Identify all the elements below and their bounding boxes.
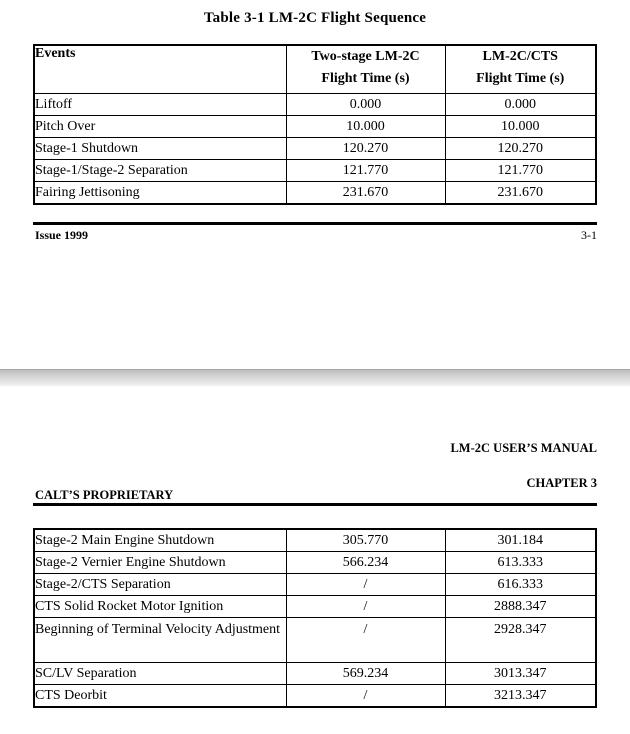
- table-row: [34, 529, 596, 552]
- two-stage-time-cell: 566.234: [286, 552, 445, 574]
- two-stage-column-header: [286, 45, 445, 94]
- page1-footer: [33, 228, 597, 243]
- two-stage-time-cell: 569.234: [286, 663, 445, 685]
- cts-time-cell: 3013.347: [445, 663, 596, 685]
- cts-time-cell: 613.333: [445, 552, 596, 574]
- event-cell: Stage-2/CTS Separation: [34, 574, 286, 596]
- event-cell: Stage-2 Main Engine Shutdown: [34, 529, 286, 552]
- table-row: [34, 116, 596, 138]
- event-cell: CTS Solid Rocket Motor Ignition: [34, 596, 286, 618]
- footer-rule: [33, 222, 597, 225]
- proprietary-label: CALT’S PROPRIETARY: [35, 488, 174, 502]
- cts-header-line1: LM-2C/CTS: [482, 49, 558, 64]
- page-separator: [0, 369, 630, 386]
- header-rule: [33, 503, 597, 506]
- flight-sequence-table-page1: [33, 44, 597, 205]
- event-cell: Fairing Jettisoning: [34, 182, 286, 205]
- table-header-row: [34, 45, 596, 94]
- two-stage-header-line2: Flight Time (s): [321, 71, 410, 86]
- cts-time-cell: 616.333: [445, 574, 596, 596]
- event-cell: Beginning of Terminal Velocity Adjustment: [34, 618, 286, 663]
- table-row: [34, 138, 596, 160]
- event-cell: Stage-1/Stage-2 Separation: [34, 160, 286, 182]
- two-stage-time-cell: /: [286, 685, 445, 708]
- two-stage-time-cell: /: [286, 618, 445, 663]
- cts-time-cell: 10.000: [445, 116, 596, 138]
- table-row: [34, 618, 596, 663]
- cts-time-cell: 231.670: [445, 182, 596, 205]
- event-cell: CTS Deorbit: [34, 685, 286, 708]
- issue-label: Issue 1999: [35, 228, 89, 242]
- two-stage-time-cell: 10.000: [286, 116, 445, 138]
- cts-header-line2: Flight Time (s): [476, 71, 565, 86]
- event-cell: Pitch Over: [34, 116, 286, 138]
- event-cell: Stage-1 Shutdown: [34, 138, 286, 160]
- chapter-heading: CHAPTER 3: [526, 476, 597, 490]
- cts-time-cell: 3213.347: [445, 685, 596, 708]
- two-stage-time-cell: /: [286, 574, 445, 596]
- two-stage-time-cell: 121.770: [286, 160, 445, 182]
- table-row: [34, 552, 596, 574]
- event-cell: SC/LV Separation: [34, 663, 286, 685]
- table-title: Table 3-1 LM-2C Flight Sequence: [203, 10, 427, 26]
- table-row: [34, 596, 596, 618]
- cts-time-cell: 121.770: [445, 160, 596, 182]
- event-cell: Stage-2 Vernier Engine Shutdown: [34, 552, 286, 574]
- table-row: [34, 94, 596, 116]
- table-row: [34, 663, 596, 685]
- two-stage-time-cell: 231.670: [286, 182, 445, 205]
- flight-sequence-table-page2: [33, 528, 597, 708]
- table-row: [34, 160, 596, 182]
- two-stage-time-cell: 0.000: [286, 94, 445, 116]
- page-number: 3-1: [581, 228, 597, 242]
- table-row: [34, 685, 596, 708]
- two-stage-time-cell: /: [286, 596, 445, 618]
- event-cell: Liftoff: [34, 94, 286, 116]
- two-stage-time-cell: 120.270: [286, 138, 445, 160]
- table-row: [34, 182, 596, 205]
- cts-time-cell: 2888.347: [445, 596, 596, 618]
- two-stage-header-line1: Two-stage LM-2C: [311, 49, 420, 64]
- cts-time-cell: 120.270: [445, 138, 596, 160]
- cts-column-header: [445, 45, 596, 94]
- manual-title: LM-2C USER’S MANUAL: [450, 441, 597, 455]
- cts-time-cell: 2928.347: [445, 618, 596, 663]
- events-column-header: Events: [34, 45, 286, 94]
- two-stage-time-cell: 305.770: [286, 529, 445, 552]
- table-row: [34, 574, 596, 596]
- cts-time-cell: 0.000: [445, 94, 596, 116]
- cts-time-cell: 301.184: [445, 529, 596, 552]
